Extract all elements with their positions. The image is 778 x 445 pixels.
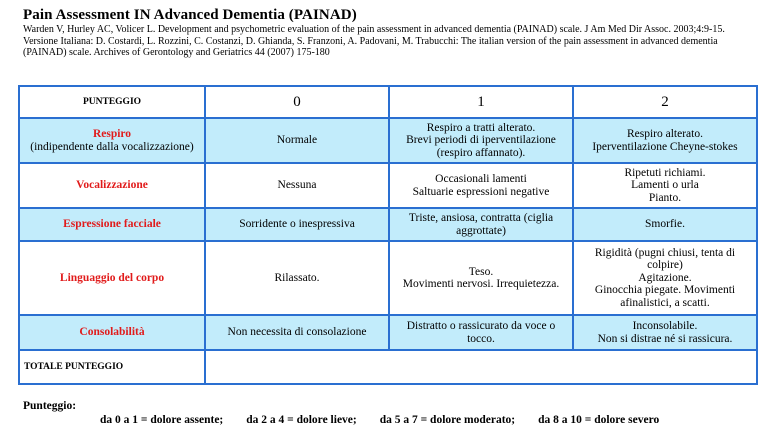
table-header-row	[19, 86, 757, 118]
references	[23, 24, 758, 59]
score-1-cell	[389, 315, 573, 350]
total-row	[19, 350, 757, 384]
header-score-1: 1	[389, 86, 573, 118]
cell-line: Saltuarie espressioni negative	[412, 185, 550, 198]
painad-table	[18, 85, 758, 385]
item-label: Respiro	[92, 128, 132, 140]
item-cell	[19, 163, 205, 208]
score-2-cell	[573, 315, 757, 350]
header-score-0: 0	[205, 86, 389, 118]
total-value-field[interactable]	[205, 350, 757, 384]
score-2-cell	[573, 241, 757, 315]
cell-line: Occasionali lamenti	[435, 173, 527, 185]
legend-range: da 5 a 7 = dolore moderato;	[379, 414, 516, 426]
legend-range: da 8 a 10 = dolore severo	[538, 414, 660, 426]
cell-line: Sorridente o inespressiva	[239, 218, 355, 231]
table-row	[19, 315, 757, 350]
cell-line: Pianto.	[648, 191, 682, 204]
item-cell	[19, 208, 205, 241]
legend-range: da 0 a 1 = dolore assente;	[100, 414, 224, 426]
cell-line: Brevi periodi di iperventilazione	[406, 134, 556, 147]
score-0-cell	[205, 315, 389, 350]
cell-line: Respiro alterato.	[626, 128, 703, 140]
score-0-cell	[205, 163, 389, 208]
item-cell	[19, 315, 205, 350]
cell-line: Ripetuti richiami.	[624, 166, 706, 179]
score-2-cell	[573, 163, 757, 208]
table-row	[19, 118, 757, 163]
item-sublabel: (indipendente dalla vocalizzazione)	[30, 140, 194, 153]
cell-line: Teso.	[468, 265, 494, 278]
score-0-cell	[205, 118, 389, 163]
score-0-cell	[205, 208, 389, 241]
reference-italian: Versione Italiana: D. Costardi, L. Rozzini, C. Costanzi, D. Ghianda, S. Franzoni, A. Padovani, M. Trabucchi: The italian version of the pain assessment in advanced dementia (PAINAD) scale. Archives of Gerontology and Geriatrics 44 (2007) 175-180	[23, 35, 718, 58]
table-row	[19, 241, 757, 315]
cell-line: Nessuna	[277, 179, 317, 192]
header-label: PUNTEGGIO	[19, 86, 205, 118]
header-score-2: 2	[573, 86, 757, 118]
score-2-cell	[573, 208, 757, 241]
cell-line: Smorfie.	[645, 218, 685, 231]
item-cell	[19, 118, 205, 163]
score-1-cell	[389, 118, 573, 163]
table-row	[19, 163, 757, 208]
cell-line: Normale	[276, 134, 318, 147]
item-label: Linguaggio del corpo	[59, 271, 165, 284]
cell-line: Rigidità (pugni chiusi, tenta di colpire)	[594, 246, 736, 272]
cell-line: Inconsolabile.	[632, 320, 698, 332]
cell-line: (respiro affannato).	[436, 146, 526, 159]
score-1-cell	[389, 163, 573, 208]
item-label: Espressione facciale	[63, 218, 161, 231]
cell-line: Agitazione.	[638, 271, 692, 284]
cell-line: Rilassato.	[274, 271, 320, 284]
score-1-cell	[389, 208, 573, 241]
legend-range: da 2 a 4 = dolore lieve;	[246, 414, 357, 426]
score-2-cell	[573, 118, 757, 163]
cell-line: Movimenti nervosi. Irrequietezza.	[402, 278, 560, 290]
cell-line: Respiro a tratti alterato.	[426, 121, 536, 134]
item-label: Consolabilità	[79, 326, 145, 339]
total-label: TOTALE PUNTEGGIO	[19, 350, 205, 384]
legend-ranges	[100, 414, 659, 426]
score-1-cell	[389, 241, 573, 315]
cell-line: Non necessita di consolazione	[227, 326, 367, 339]
cell-line: Iperventilazione Cheyne-stokes	[592, 140, 738, 153]
item-cell	[19, 241, 205, 315]
score-0-cell	[205, 241, 389, 315]
document-title: Pain Assessment IN Advanced Dementia (PAINAD)	[23, 7, 357, 23]
cell-line: Triste, ansiosa, contratta (ciglia aggrottate)	[408, 212, 554, 237]
cell-line: Lamenti o urla	[631, 179, 699, 192]
reference-original: Warden V, Hurley AC, Volicer L. Development and psychometric evaluation of the pain assessment in advanced dementia (PAINAD) scale. J Am Med Dir Assoc. 2003;4:9-15.	[23, 24, 725, 35]
table-row	[19, 208, 757, 241]
item-label: Vocalizzazione	[76, 179, 148, 192]
cell-line: Distratto o rassicurato da voce o tocco.	[406, 320, 556, 345]
legend-title: Punteggio:	[23, 400, 77, 412]
cell-line: Ginocchia piegate. Movimenti afinalistici, a scatti.	[594, 284, 736, 309]
cell-line: Non si distrae né si rassicura.	[597, 332, 733, 345]
